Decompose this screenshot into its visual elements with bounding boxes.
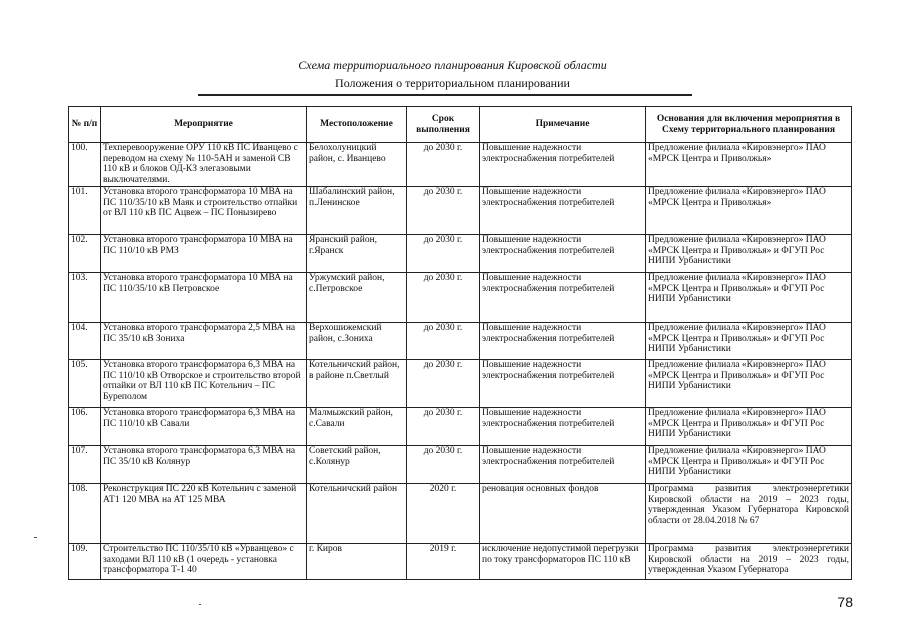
section-title: Положения о территориальном планировании (335, 76, 570, 90)
col-header-note: Примечание (480, 107, 646, 143)
cell-basis: Предложение филиала «Кировэнерго» ПАО «МРСК Центра и Приволжья» и ФГУП Рос НИПИ Урбанистики (646, 446, 852, 484)
table-row (69, 323, 852, 360)
header-rule (198, 94, 692, 96)
cell-event: Установка второго трансформатора 6,3 МВА на ПС 110/10 кВ Савали (101, 408, 307, 446)
cell-number: 107. (69, 446, 101, 484)
cell-location: Шабалинский район, п.Ленинское (307, 187, 407, 235)
cell-term: до 2030 г. (407, 446, 480, 484)
cell-location: Яранский район, г.Яранск (307, 235, 407, 273)
document-subtitle: Схема территориального планирования Кировской области (298, 58, 607, 72)
cell-event: Установка второго трансформатора 6,3 МВА на ПС 110/10 кВ Отворское и строительство второй отпайки от ВЛ 110 кВ ПС Котельнич – ПС Буреполом (101, 360, 307, 408)
cell-number: 108. (69, 484, 101, 544)
table-row (69, 273, 852, 323)
cell-event: Установка второго трансформатора 10 МВА на ПС 110/35/10 кВ Маяк и строительство отпайки от ВЛ 110 кВ ПС Ацвеж – ПС Понызирево (101, 187, 307, 235)
cell-basis: Предложение филиала «Кировэнерго» ПАО «МРСК Центра и Приволжья» и ФГУП Рос НИПИ Урбанистики (646, 323, 852, 360)
cell-event: Установка второго трансформатора 10 МВА на ПС 110/10 кВ РМЗ (101, 235, 307, 273)
cell-basis: Предложение филиала «Кировэнерго» ПАО «МРСК Центра и Приволжья» (646, 143, 852, 187)
cell-note: Повышение надежности электроснабжения потребителей (480, 360, 646, 408)
cell-term: до 2030 г. (407, 187, 480, 235)
cell-term: до 2030 г. (407, 273, 480, 323)
cell-basis: Программа развития электроэнергетики Кировской области на 2019 – 2023 годы, утвержденная Указом Губернатора (646, 544, 852, 580)
cell-number: 104. (69, 323, 101, 360)
cell-event: Реконструкция ПС 220 кВ Котельнич с заменой АТ1 120 МВА на АТ 125 МВА (101, 484, 307, 544)
cell-term: до 2030 г. (407, 360, 480, 408)
col-header-location: Местоположение (307, 107, 407, 143)
table-row (69, 446, 852, 484)
cell-term: до 2030 г. (407, 143, 480, 187)
table-row (69, 235, 852, 273)
cell-location: Верхошижемский район, с.Зониха (307, 323, 407, 360)
table-header-row (69, 107, 852, 143)
cell-note: Повышение надежности электроснабжения потребителей (480, 143, 646, 187)
cell-location: Котельничский район (307, 484, 407, 544)
cell-basis: Предложение филиала «Кировэнерго» ПАО «МРСК Центра и Приволжья» и ФГУП Рос НИПИ Урбанистики (646, 273, 852, 323)
col-header-event: Мероприятие (101, 107, 307, 143)
cell-location: Малмыжский район, с.Савали (307, 408, 407, 446)
cell-term: 2020 г. (407, 484, 480, 544)
cell-event: Установка второго трансформатора 10 МВА на ПС 110/35/10 кВ Петровское (101, 273, 307, 323)
cell-number: 102. (69, 235, 101, 273)
cell-term: до 2030 г. (407, 408, 480, 446)
cell-location: Белохолуницкий район, с. Иванцево (307, 143, 407, 187)
measures-table (68, 106, 852, 580)
cell-event: Установка второго трансформатора 6,3 МВА на ПС 35/10 кВ Колянур (101, 446, 307, 484)
cell-note: Повышение надежности электроснабжения потребителей (480, 323, 646, 360)
cell-location: г. Киров (307, 544, 407, 580)
cell-number: 105. (69, 360, 101, 408)
cell-number: 100. (69, 143, 101, 187)
cell-term: 2019 г. (407, 544, 480, 580)
col-header-number: № п/п (69, 107, 101, 143)
cell-term: до 2030 г. (407, 235, 480, 273)
cell-location: Уржумский район, с.Петровское (307, 273, 407, 323)
table-row (69, 544, 852, 580)
cell-term: до 2030 г. (407, 323, 480, 360)
cell-number: 106. (69, 408, 101, 446)
table-row (69, 143, 852, 187)
cell-event: Установка второго трансформатора 2,5 МВА на ПС 35/10 кВ Зониха (101, 323, 307, 360)
table-row (69, 187, 852, 235)
cell-basis: Предложение филиала «Кировэнерго» ПАО «МРСК Центра и Приволжья» и ФГУП Рос НИПИ Урбанистики (646, 360, 852, 408)
page-number: 78 (837, 594, 853, 610)
cell-location: Советский район, с.Колянур (307, 446, 407, 484)
cell-note: реновация основных фондов (480, 484, 646, 544)
table-row (69, 484, 852, 544)
margin-mark (34, 537, 37, 538)
scan-mark (199, 604, 201, 605)
cell-number: 109. (69, 544, 101, 580)
cell-event: Техперевооружение ОРУ 110 кВ ПС Иванцево с переводом на схему № 110-5АН и заменой СВ 110 кВ и блоков ОД-КЗ элегазовыми выключателями. (101, 143, 307, 187)
col-header-basis: Основания для включения мероприятия в Схему территориального планирования (646, 107, 852, 143)
col-header-term: Срок выполнения (407, 107, 480, 143)
cell-note: Повышение надежности электроснабжения потребителей (480, 187, 646, 235)
table-row (69, 408, 852, 446)
table-row (69, 360, 852, 408)
cell-basis: Предложение филиала «Кировэнерго» ПАО «МРСК Центра и Приволжья» и ФГУП Рос НИПИ Урбанистики (646, 235, 852, 273)
cell-note: Повышение надежности электроснабжения потребителей (480, 446, 646, 484)
cell-basis: Программа развития электроэнергетики Кировской области на 2019 – 2023 годы, утвержденная Указом Губернатора Кировской области от 28.04.2018 № 67 (646, 484, 852, 544)
cell-note: Повышение надежности электроснабжения потребителей (480, 273, 646, 323)
cell-basis: Предложение филиала «Кировэнерго» ПАО «МРСК Центра и Приволжья» (646, 187, 852, 235)
cell-basis: Предложение филиала «Кировэнерго» ПАО «МРСК Центра и Приволжья» и ФГУП Рос НИПИ Урбанистики (646, 408, 852, 446)
cell-number: 103. (69, 273, 101, 323)
cell-note: Повышение надежности электроснабжения потребителей (480, 235, 646, 273)
cell-location: Котельничский район, в районе п.Светлый (307, 360, 407, 408)
cell-number: 101. (69, 187, 101, 235)
cell-event: Строительство ПС 110/35/10 кВ «Урванцево» с заходами ВЛ 110 кВ (1 очередь - установка трансформатора Т-1 40 (101, 544, 307, 580)
cell-note: Повышение надежности электроснабжения потребителей (480, 408, 646, 446)
cell-note: исключение недопустимой перегрузки по току трансформаторов ПС 110 кВ (480, 544, 646, 580)
